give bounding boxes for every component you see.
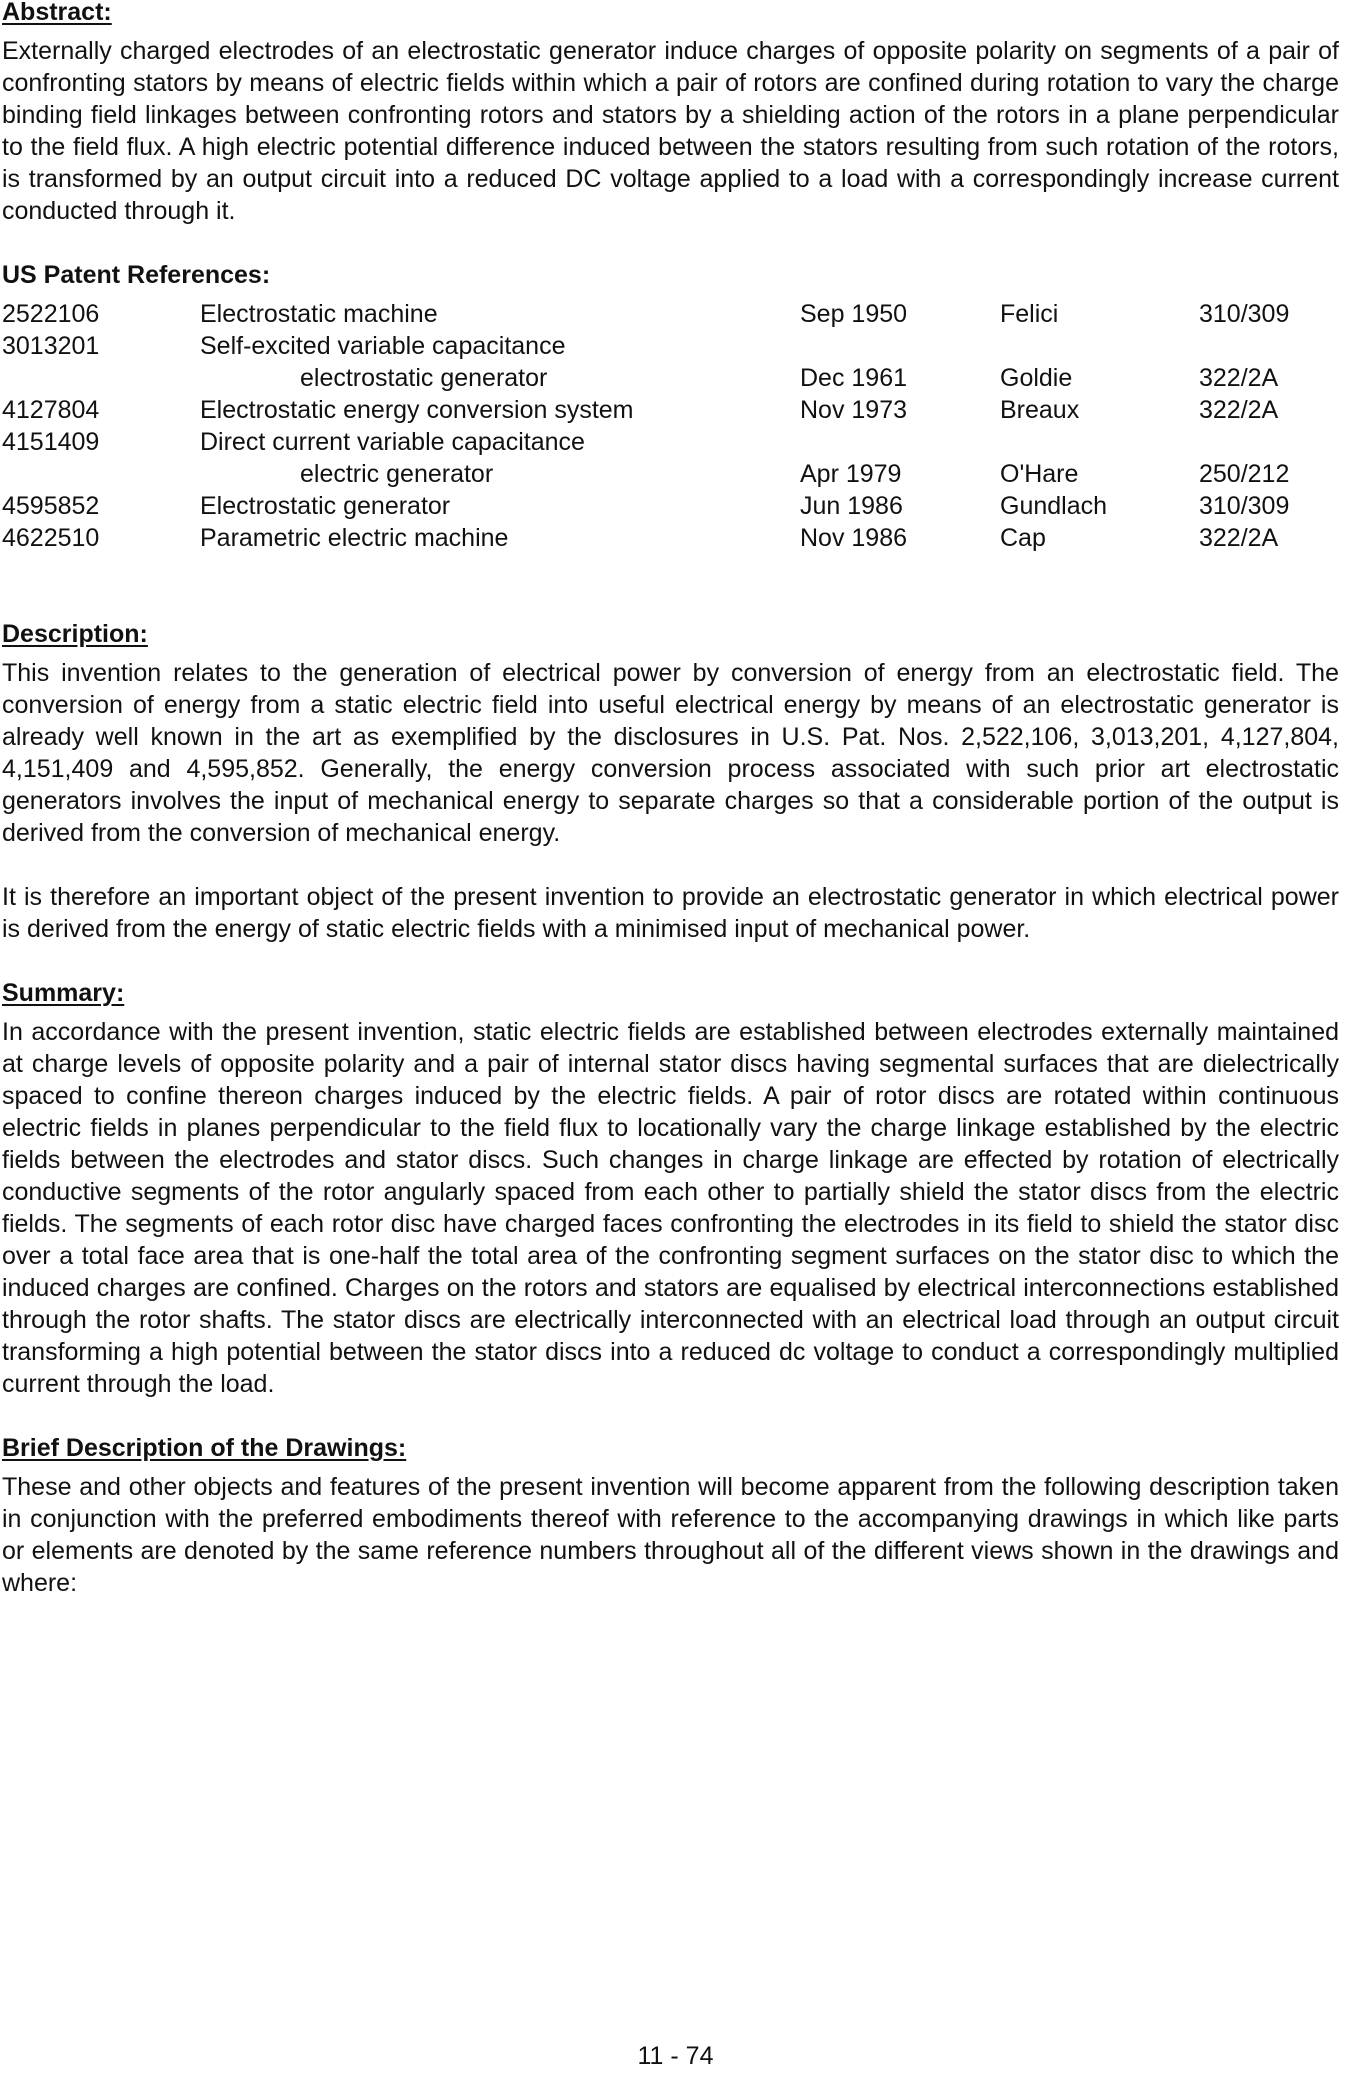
description-paragraph: This invention relates to the generation of electrical power by conversion of energy from an electrostatic field. The conversion of energy from a static electric field into useful electrical energy by means of an electrostatic generator is already well known in the art as exemplified by the disclosures in U.S. Pat. Nos. 2,522,106, 3,013,201, 4,127,804, 4,151,409 and 4,595,852. Generally, the energy conversion process associated with such prior art electrostatic generators involves the input of mechanical energy to separate charges so that a considerable portion of the output is derived from the conversion of mechanical energy. (2, 659, 1339, 847)
reference-title: Parametric electric machine (200, 524, 509, 552)
reference-title: Direct current variable capacitance (200, 428, 585, 456)
reference-number: 4127804 (2, 396, 100, 424)
reference-title: Electrostatic generator (200, 492, 451, 520)
drawings-heading: Brief Description of the Drawings: (2, 1434, 407, 1462)
description-paragraph: It is therefore an important object of the present invention to provide an electrostatic generator in which electrical power is derived from the energy of static electric fields with a minimised input of mechanical power. (2, 883, 1339, 943)
reference-row (2, 426, 1339, 458)
reference-class: 310/309 (1199, 300, 1290, 328)
abstract-heading: Abstract: (2, 0, 112, 26)
reference-row (2, 394, 1339, 426)
reference-number: 4151409 (2, 428, 100, 456)
description-heading: Description: (2, 620, 148, 648)
reference-number: 2522106 (2, 300, 100, 328)
reference-row (2, 522, 1339, 554)
reference-row-continuation (2, 362, 1339, 394)
reference-number: 4622510 (2, 524, 100, 552)
reference-date: Nov 1973 (800, 396, 908, 424)
reference-title-continuation: electrostatic generator (300, 364, 548, 392)
reference-row (2, 330, 1339, 362)
drawings-text: These and other objects and features of the present invention will become apparent from the following description taken in conjunction with the preferred embodiments thereof with reference to the accompanying drawings in which like parts or elements are denoted by the same reference numbers throughout all of the different views shown in the drawings and where: (2, 1473, 1339, 1597)
reference-inventor: Cap (1000, 524, 1046, 552)
reference-inventor: Breaux (1000, 396, 1080, 424)
summary-text: In accordance with the present invention, static electric fields are established between electrodes externally maintained at charge levels of opposite polarity and a pair of internal stator discs having segmental surfaces that are dielectrically spaced to confine thereon charges induced by the electric fields. A pair of rotor discs are rotated within continuous electric fields in planes perpendicular to the field flux to locationally vary the charge linkage established by the electric fields between the electrodes and stator discs. Such changes in charge linkage are effected by rotation of electrically conductive segments of the rotor angularly spaced from each other to partially shield the stator discs from the electric fields. The segments of each rotor disc have charged faces confronting the electrodes in its field to shield the stator disc over a total face area that is one-half the total area of the confronting segment surfaces on the stator disc to which the induced charges are confined. Charges on the rotors and stators are equalised by electrical interconnections established through the rotor shafts. The stator discs are electrically interconnected with an electrical load through an output circuit transforming a high potential between the stator discs into a reduced dc voltage to conduct a correspondingly multiplied current through the load. (2, 1018, 1339, 1398)
reference-inventor: Goldie (1000, 364, 1073, 392)
abstract-text: Externally charged electrodes of an electrostatic generator induce charges of opposite polarity on segments of a pair of confronting stators by means of electric fields within which a pair of rotors are confined during rotation to vary the charge binding field linkages between confronting rotors and stators by a shielding action of the rotors in a plane perpendicular to the field flux. A high electric potential difference induced between the stators resulting from such rotation of the rotors, is transformed by an output circuit into a reduced DC voltage applied to a load with a correspondingly increase current conducted through it. (2, 37, 1339, 225)
reference-inventor: Felici (1000, 300, 1059, 328)
reference-date: Sep 1950 (800, 300, 908, 328)
document-content (2, 0, 1339, 1599)
reference-number: 3013201 (2, 332, 100, 360)
reference-inventor: O'Hare (1000, 460, 1079, 488)
reference-class: 322/2A (1199, 524, 1279, 552)
reference-date: Apr 1979 (800, 460, 902, 488)
reference-row (2, 298, 1339, 330)
reference-row-continuation (2, 458, 1339, 490)
reference-class: 250/212 (1199, 460, 1290, 488)
abstract-section (2, 0, 1339, 227)
reference-date: Nov 1986 (800, 524, 908, 552)
reference-date: Dec 1961 (800, 364, 908, 392)
reference-title-continuation: electric generator (300, 460, 494, 488)
reference-title: Self-excited variable capacitance (200, 332, 566, 360)
summary-heading: Summary: (2, 979, 125, 1007)
reference-class: 310/309 (1199, 492, 1290, 520)
page-number: 11 - 74 (637, 2042, 714, 2070)
reference-date: Jun 1986 (800, 492, 903, 520)
reference-row (2, 490, 1339, 522)
drawings-section (2, 1432, 1339, 1599)
patent-references-table (2, 298, 1339, 554)
summary-section (2, 977, 1339, 1400)
reference-number: 4595852 (2, 492, 100, 520)
reference-title: Electrostatic machine (200, 300, 438, 328)
reference-title: Electrostatic energy conversion system (200, 396, 634, 424)
reference-class: 322/2A (1199, 396, 1279, 424)
patent-references-heading: US Patent References: (2, 261, 271, 289)
reference-class: 322/2A (1199, 364, 1279, 392)
reference-inventor: Gundlach (1000, 492, 1108, 520)
patent-references-section (2, 259, 1339, 554)
description-section (2, 618, 1339, 945)
